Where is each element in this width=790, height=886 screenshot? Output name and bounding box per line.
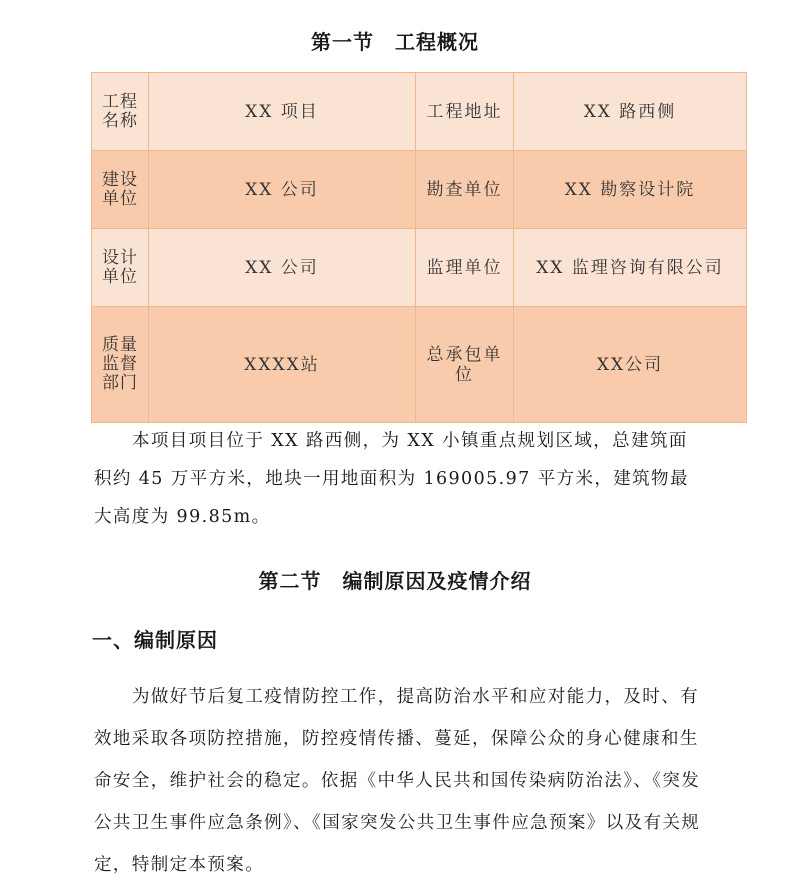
owner-label: 建设 单位 xyxy=(102,169,138,209)
value-cell xyxy=(514,151,747,229)
value-cell xyxy=(514,73,747,151)
table-row xyxy=(92,307,747,423)
label-cell xyxy=(416,73,514,151)
project-name-value: XX 项目 xyxy=(245,101,319,122)
supervision-unit-value: XX 监理咨询有限公司 xyxy=(536,257,724,278)
table-row xyxy=(92,73,747,151)
quality-dept-value: XXXX站 xyxy=(244,354,320,375)
subsection-1-title: 一、编制原因 xyxy=(92,628,218,652)
project-name-label: 工程 名称 xyxy=(102,91,138,131)
value-cell xyxy=(514,229,747,307)
label-cell xyxy=(92,307,149,423)
label-cell xyxy=(92,73,149,151)
project-address-value: XX 路西侧 xyxy=(583,101,677,122)
general-contractor-label: 总承包单 位 xyxy=(426,344,503,385)
table-row xyxy=(92,151,747,229)
supervision-unit-label: 监理单位 xyxy=(426,257,503,278)
project-address-label: 工程地址 xyxy=(426,101,503,122)
label-cell xyxy=(416,229,514,307)
section-2-title: 第二节 编制原因及疫情介绍 xyxy=(258,569,532,593)
survey-unit-label: 勘查单位 xyxy=(426,179,503,200)
compilation-reason-paragraph: 为做好节后复工疫情防控工作，提高防治水平和应对能力，及时、有效地采取各项防控措施，防控疫情传播、蔓延，保障公众的身心健康和生命安全，维护社会的稳定。依据《中华人民共和国传染病防治法》、《突发公共卫生事件应急条例》、《国家突发公共卫生事件应急预案》以及有关规定，特制定本预案。 xyxy=(94,687,701,875)
project-description-paragraph: 本项目项目位于 XX 路西侧，为 XX 小镇重点规划区域，总建筑面积约 45 万平方米，地块一用地面积为 169005.97 平方米，建筑物最大高度为 99.85m。 xyxy=(94,431,689,527)
label-cell xyxy=(416,307,514,423)
label-cell xyxy=(416,151,514,229)
quality-dept-label: 质量 监督 部门 xyxy=(102,335,138,393)
table-row xyxy=(92,229,747,307)
value-cell xyxy=(514,307,747,423)
value-cell xyxy=(149,73,416,151)
label-cell xyxy=(92,151,149,229)
value-cell xyxy=(149,307,416,423)
section-1-title: 第一节 工程概况 xyxy=(311,30,479,54)
value-cell xyxy=(149,151,416,229)
owner-value: XX 公司 xyxy=(245,179,319,200)
design-unit-value: XX 公司 xyxy=(245,257,319,278)
value-cell xyxy=(149,229,416,307)
survey-unit-value: XX 勘察设计院 xyxy=(564,179,696,200)
project-overview-table xyxy=(91,72,747,423)
design-unit-label: 设计 单位 xyxy=(102,247,138,287)
general-contractor-value: XX公司 xyxy=(596,354,664,375)
label-cell xyxy=(92,229,149,307)
